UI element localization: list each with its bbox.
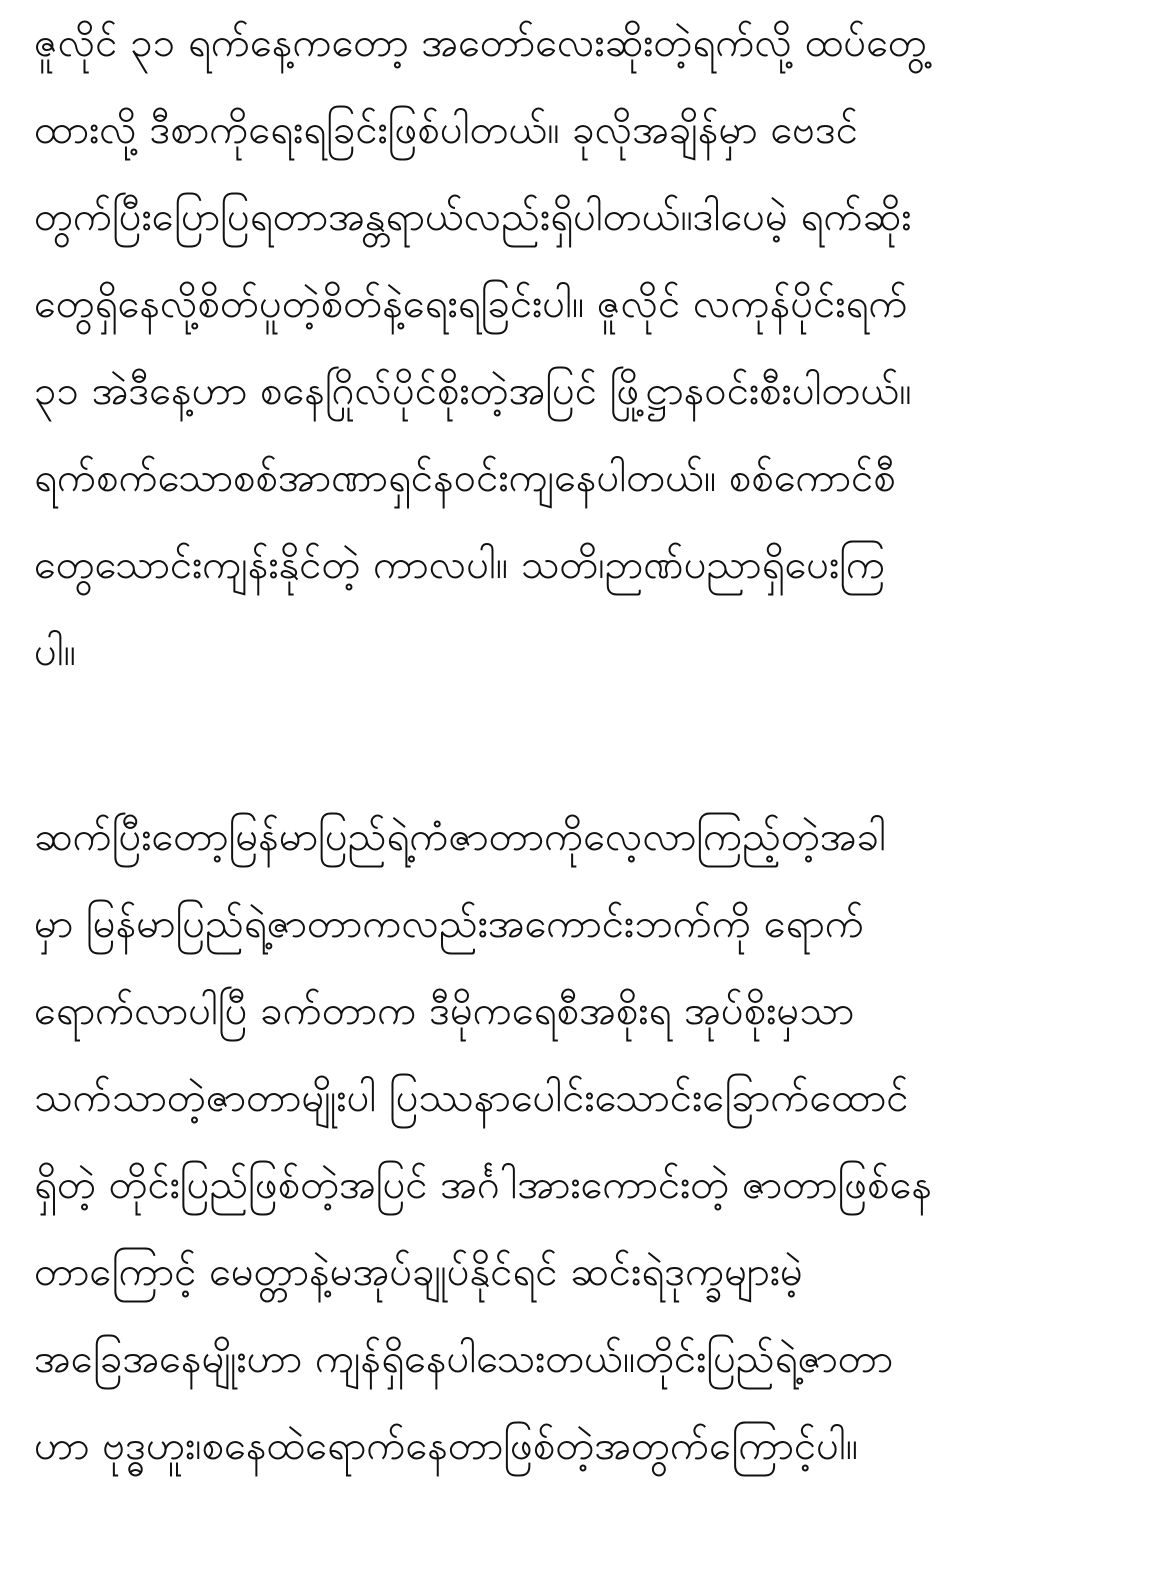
text-line: အခြေအနေမျိုးဟာ ကျန်ရှိနေပါသေးတယ်။တိုင်းပြည်ရဲ့ဇာတာ [34,1336,894,1382]
text-line: ပါ။ [34,629,76,675]
text-line: မှာ မြန်မာပြည်ရဲ့ဇာတာကလည်းအကောင်းဘက်ကို ရောက် [34,901,864,947]
text-line: ထားလို့ ဒီစာကိုရေးရခြင်းဖြစ်ပါတယ်။ ခုလိုအချိန်မှာ ဗေဒင် [34,107,859,153]
text-line: ဇူလိုင် ၃၁ ရက်နေ့ကတော့ အတော်လေးဆိုးတဲ့ရက်လို့ ထပ်တွေ့ [34,20,927,66]
text-line: တာကြောင့် မေတ္တာနဲ့မအုပ်ချုပ်နိုင်ရင် ဆင်းရဲဒုက္ခများမဲ့ [34,1249,803,1295]
paragraph-2 [34,794,1130,1490]
text-line: ရက်စက်သောစစ်အာဏာရှင်နဝင်းကျနေပါတယ်။ စစ်ကောင်စီ [34,455,896,501]
text-line: တွေသောင်းကျန်းနိုင်တဲ့ ကာလပါ။ သတိ၊ဉာဏ်ပညာရှိပေးကြ [34,542,886,588]
text-line: သက်သာတဲ့ဇာတာမျိုးပါ ပြဿနာပေါင်းသောင်းခြောက်ထောင် [34,1075,909,1121]
text-line: တွက်ပြီးပြောပြရတာအန္တရာယ်လည်းရှိပါတယ်။ဒါပေမဲ့ ရက်ဆိုး [34,194,912,240]
text-line: ဆက်ပြီးတော့မြန်မာပြည်ရဲ့ကံဇာတာကိုလေ့လာကြည့်တဲ့အခါ [34,814,887,860]
text-line: ၃၁ အဲဒီနေ့ဟာ စနေဂြိုလ်ပိုင်စိုးတဲ့အပြင် ဖြို့ဋ္ဌာနဝင်းစီးပါတယ်။ [34,368,912,414]
text-line: ဟာ ဗုဒ္ဓဟူး၊စနေထဲရောက်နေတာဖြစ်တဲ့အတွက်ကြောင့်ပါ။ [34,1423,858,1469]
paragraph-1 [34,0,1130,696]
paragraph-spacer [34,696,1130,794]
text-line: ရောက်လာပါပြီ ခက်တာက ဒီမိုကရေစီအစိုးရ အုပ်စိုးမှသာ [34,988,855,1034]
text-line: ရှိတဲ့ တိုင်းပြည်ဖြစ်တဲ့အပြင် အင်္ဂါအားကောင်းတဲ့ ဇာတာဖြစ်နေ [34,1162,933,1208]
text-line: တွေရှိနေလို့စိတ်ပူတဲ့စိတ်နဲ့ရေးရခြင်းပါ။ ဇူလိုင် လကုန်ပိုင်းရက် [34,281,908,327]
